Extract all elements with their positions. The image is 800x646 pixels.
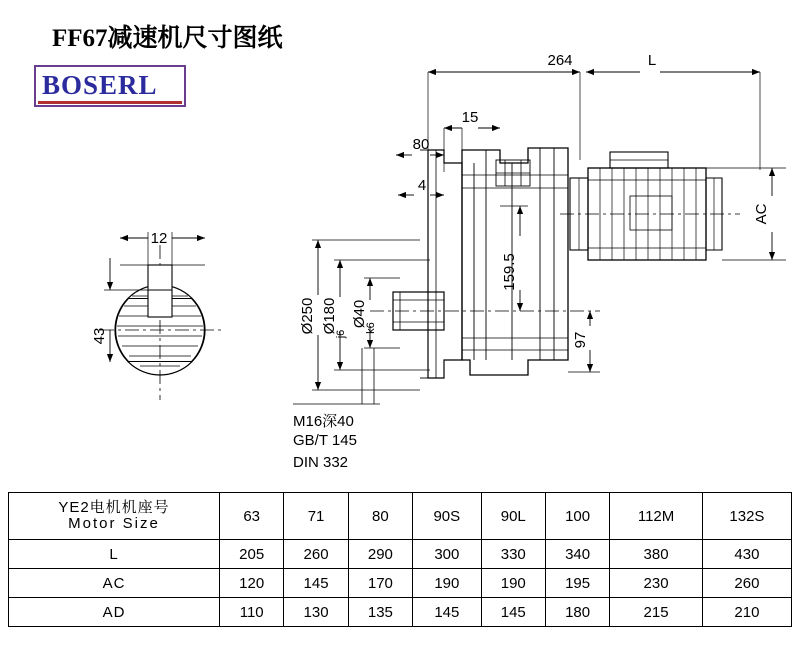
brand-logo: BOSERL xyxy=(42,70,158,100)
table-column-header: 132S xyxy=(702,493,791,540)
table-row xyxy=(9,569,792,598)
table-column-header: 63 xyxy=(220,493,284,540)
dim-text-80: 80 xyxy=(412,136,430,153)
table-cell: 210 xyxy=(702,598,791,627)
note-line-1: M16深40 xyxy=(293,413,354,430)
table-cell: 190 xyxy=(481,569,545,598)
table-cell: 190 xyxy=(413,569,482,598)
table-column-header: 112M xyxy=(610,493,703,540)
table-cell: 135 xyxy=(348,598,412,627)
table-cell: 110 xyxy=(220,598,284,627)
note-line-2: GB/T 145 xyxy=(293,432,357,449)
table-cell: 300 xyxy=(413,540,482,569)
note-line-3: DIN 332 xyxy=(293,454,349,471)
table-cell: 330 xyxy=(481,540,545,569)
table-body xyxy=(9,493,792,627)
dim-text-dia180-tol: j6 xyxy=(335,329,347,339)
table-cell: 145 xyxy=(481,598,545,627)
table-cell: 230 xyxy=(610,569,703,598)
dim-text-4: 4 xyxy=(417,177,427,194)
table-cell: 260 xyxy=(284,540,348,569)
table-header-row xyxy=(9,493,792,540)
table-cell: 180 xyxy=(545,598,609,627)
table-cell: 130 xyxy=(284,598,348,627)
table-cell: 260 xyxy=(702,569,791,598)
table-column-header: 80 xyxy=(348,493,412,540)
table-column-header: 90S xyxy=(413,493,482,540)
dim-text-dia180: Ø180 xyxy=(321,297,338,335)
table-cell: 145 xyxy=(284,569,348,598)
table-cell: 120 xyxy=(220,569,284,598)
table-cell: 195 xyxy=(545,569,609,598)
table-cell: 380 xyxy=(610,540,703,569)
table-cell: 170 xyxy=(348,569,412,598)
dim-text-43: 43 xyxy=(91,327,108,345)
table-cell: 290 xyxy=(348,540,412,569)
dim-text-L: L xyxy=(647,52,657,69)
motor-size-label-cn: YE2电机机座号 xyxy=(58,499,170,517)
dim-text-dia40-tol: k6 xyxy=(365,322,377,334)
page-title: FF67减速机尺寸图纸 xyxy=(52,25,283,52)
dim-text-AC: AC xyxy=(753,203,770,225)
dim-text-dia40: Ø40 xyxy=(351,299,368,329)
motor-size-table xyxy=(8,492,792,627)
motor-size-label-en: Motor Size xyxy=(68,515,160,532)
dim-text-15: 15 xyxy=(461,109,479,126)
dim-text-264: 264 xyxy=(547,52,573,69)
table-column-header: 100 xyxy=(545,493,609,540)
table-row xyxy=(9,540,792,569)
table-column-header: 90L xyxy=(481,493,545,540)
table-row-label: AC xyxy=(9,569,220,598)
table-row-label: AD xyxy=(9,598,220,627)
dim-text-97: 97 xyxy=(572,331,589,349)
table-row-header-motor-size xyxy=(9,493,220,540)
dim-text-159-5: 159.5 xyxy=(501,253,518,291)
table-cell: 205 xyxy=(220,540,284,569)
dim-text-12: 12 xyxy=(150,230,168,247)
table-cell: 340 xyxy=(545,540,609,569)
dim-text-dia250: Ø250 xyxy=(299,297,316,335)
table-row xyxy=(9,598,792,627)
table-cell: 145 xyxy=(413,598,482,627)
table-row-label: L xyxy=(9,540,220,569)
table-cell: 430 xyxy=(702,540,791,569)
table-cell: 215 xyxy=(610,598,703,627)
table-column-header: 71 xyxy=(284,493,348,540)
